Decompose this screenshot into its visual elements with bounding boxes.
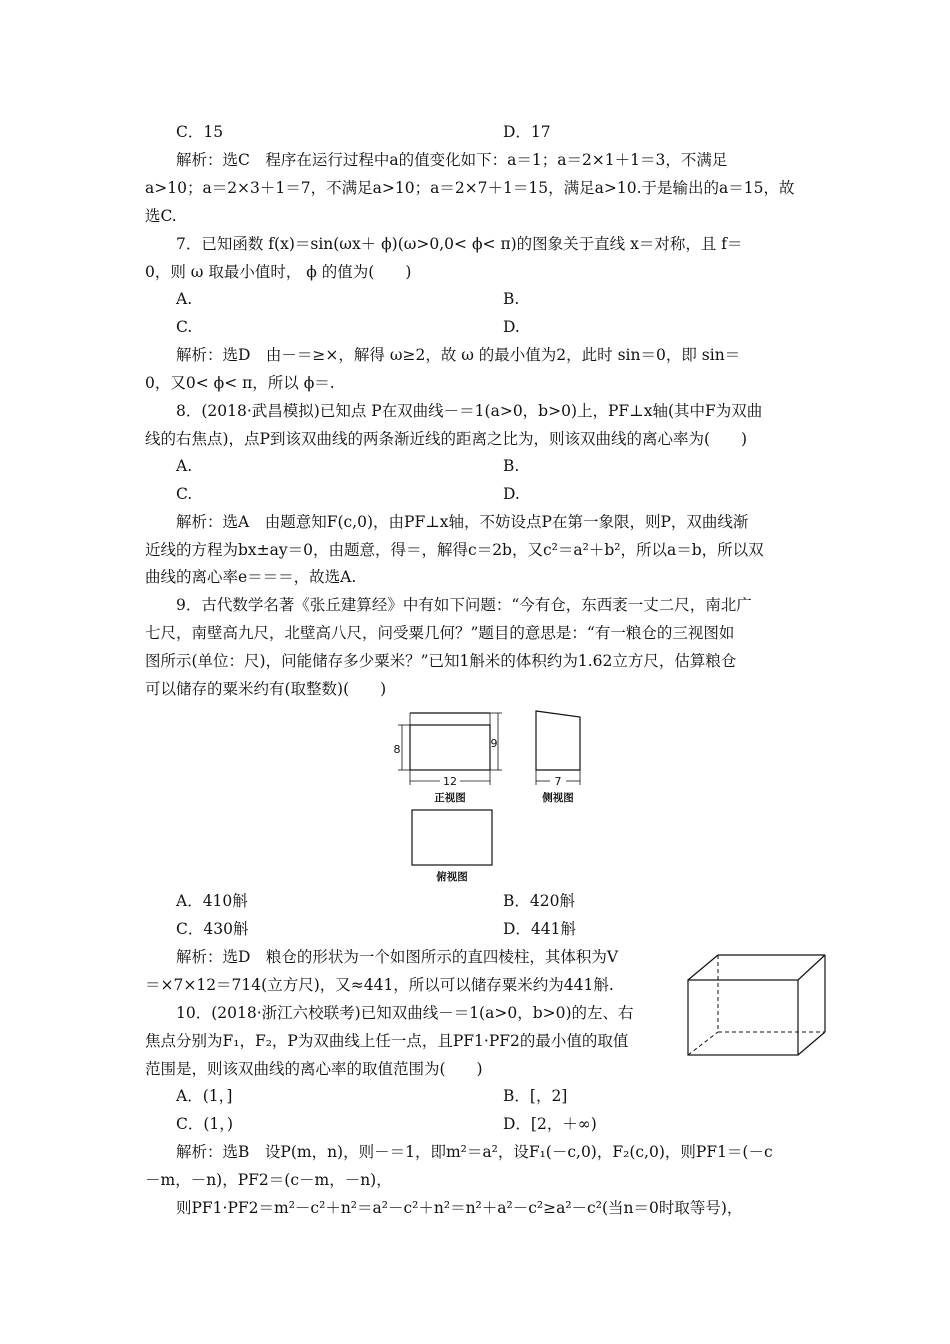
q9-option-c: C．430斛 [176,920,249,938]
top-view-caption: 俯视图 [436,871,468,883]
q10-stem-line-1: 10．(2018·浙江六校联考)已知双曲线－＝1(a>0，b>0)的左、右 [176,1004,634,1022]
q6-solution-line-3: 选C. [145,207,177,225]
q10-solution-line-2: －m，－n)，PF2＝(c－m，－n)， [145,1171,392,1189]
q10-stem-line-3: 范围是，则该双曲线的离心率的取值范围为( ) [145,1060,483,1078]
q8-option-c: C. [176,485,193,503]
side-width-label: 7 [554,775,562,788]
q8-solution-line-3: 曲线的离心率e＝＝＝，故选A. [145,568,357,586]
q7-solution-line-1: 解析：选D 由－＝≥×，解得 ω≥2，故 ω 的最小值为2，此时 sin＝0，即 sin＝ [176,346,741,364]
q7-stem-line-2: 0，则 ω 取最小值时， ϕ 的值为( ) [145,263,412,281]
front-width-label: 12 [443,775,457,788]
front-right-height-label: 9 [490,737,498,750]
q7-option-a: A. [176,290,193,308]
q9-stem-line-4: 可以储存的粟米约有(取整数)( ) [145,680,387,698]
option-d-q6: D．17 [503,123,551,141]
q10-option-c: C．(1，) [176,1115,234,1133]
q10-option-b: B．[，2] [503,1087,568,1105]
side-view-caption: 侧视图 [542,792,574,804]
q9-option-b: B．420斛 [503,892,575,910]
q9-stem-line-2: 七尺，南壁高九尺，北壁高八尺，问受粟几何？”题目的意思是：“有一粮仓的三视图如 [145,624,735,642]
q8-option-d: D. [503,485,520,503]
q8-stem-line-2: 线的右焦点)，点P到该双曲线的两条渐近线的距离之比为，则该双曲线的离心率为( ) [145,430,748,448]
front-view-caption: 正视图 [434,792,466,804]
q6-solution-line-2: a>10；a＝2×3＋1＝7，不满足a>10；a＝2×7＋1＝15，满足a>10.于是输出的a＝15，故 [145,179,795,197]
q7-solution-line-2: 0，又0< ϕ< π，所以 ϕ＝. [145,374,335,392]
prism-hidden-edge-diagonal [688,1032,718,1055]
q10-solution-line-1: 解析：选B 设P(m，n)，则－＝1，即m²＝a²，设F₁(－c,0)，F₂(c,0)，则PF1＝(－c [176,1143,773,1161]
q10-option-d: D．[2，＋∞) [503,1115,597,1133]
q9-stem-line-3: 图所示(单位：尺)，问能储存多少粟米？”已知1斛米的体积约为1.62立方尺，估算粮仓 [145,652,737,670]
q10-option-a: A．(1，] [176,1087,233,1105]
top-view-rect [412,810,492,865]
q8-option-a: A. [176,457,193,475]
q7-option-b: B. [503,290,520,308]
q9-option-d: D．441斛 [503,920,577,938]
three-view-diagram [390,705,600,885]
q8-option-b: B. [503,457,520,475]
q7-option-c: C. [176,318,193,336]
q9-solution-line-2: ＝×7×12＝714(立方尺)，又≈441，所以可以储存粟米约为441斛. [145,976,614,994]
prism-diagram [683,950,833,1060]
option-c-q6: C．15 [176,123,224,141]
q8-solution-line-2: 近线的方程为bx±ay＝0，由题意，得＝，解得c＝2b，又c²＝a²＋b²，所以a＝b，所以双 [145,541,764,559]
q9-stem-line-1: 9．古代数学名著《张丘建算经》中有如下问题：“今有仓，东西袤一丈二尺，南北广 [176,596,752,614]
front-view-rect [410,725,490,770]
front-left-height-label: 8 [393,743,401,756]
q7-option-d: D. [503,318,520,336]
q7-stem-line-1: 7．已知函数 f(x)＝sin(ωx＋ ϕ)(ω>0,0< ϕ< π)的图象关于直线 x＝对称，且 f＝ [176,235,743,253]
q9-solution-line-1: 解析：选D 粮仓的形状为一个如图所示的直四棱柱，其体积为V [176,948,619,966]
q9-option-a: A．410斛 [176,892,248,910]
q10-stem-line-2: 焦点分别为F₁，F₂，P为双曲线上任一点，且PF1·PF2的最小值的取值 [145,1032,629,1050]
q10-solution-line-3: 则PF1·PF2＝m²－c²＋n²＝a²－c²＋n²＝n²＋a²－c²≥a²－c²(当n＝0时取等号)， [176,1199,743,1217]
q8-solution-line-1: 解析：选A 由题意知F(c,0)，由PF⊥x轴，不妨设点P在第一象限，则P，双曲线渐 [176,513,749,531]
q6-solution-line-1: 解析：选C 程序在运行过程中a的值变化如下：a＝1；a＝2×1＋1＝3，不满足 [176,151,728,169]
side-view-shape [536,711,580,770]
prism-front-face [688,980,798,1055]
q8-stem-line-1: 8．(2018·武昌模拟)已知点 P在双曲线－＝1(a>0，b>0)上，PF⊥x轴(其中F为双曲 [176,402,763,420]
